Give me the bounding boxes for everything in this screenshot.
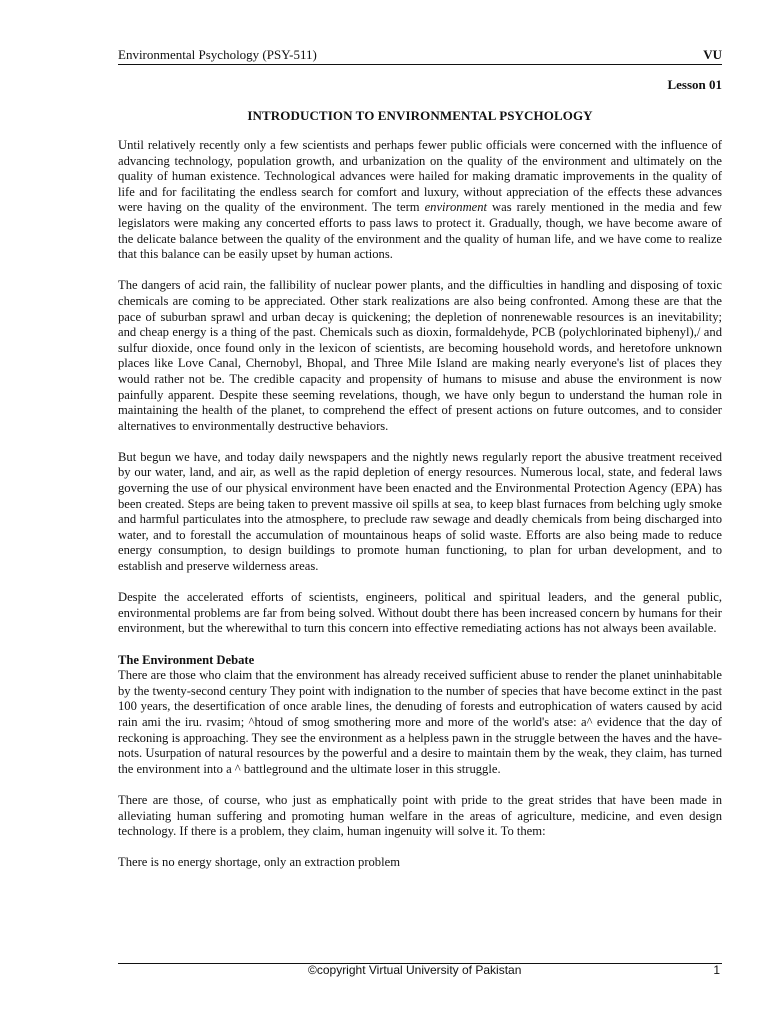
document-body	[118, 138, 722, 871]
paragraph-1-italic-term: environment	[424, 200, 488, 215]
course-title: Environmental Psychology (PSY-511)	[118, 47, 317, 62]
institution-label: VU	[703, 47, 722, 62]
copyright-notice: ©copyright Virtual University of Pakistan	[308, 963, 522, 977]
paragraph-5-text: There are those who claim that the environment has already received sufficient abuse to render the planet uninhabitable by the twenty-second century They point with indignation to the number of species that have become extinct in the past 100 years, the desertification of once arable lines, the denuding of forests and eutrophication of waters caused by acid rain ami the iru. rvasim; ^htoud of smog smothering more and more of the world's atse: a^ evidence that the day of reckoning is approaching. They see the environment as a helpless pawn in the struggle between the haves and the have-nots. Usurpation of natural resources by the powerful and a desire to maintain them by the weak, they claim, has turned the environment into a ^ battleground and the ultimate loser in this struggle.	[118, 668, 722, 776]
paragraph-1-text-b: was rarely mentioned in the media and few legislators were making any concerted efforts to pass laws to protect it. Gradually, though, we have become aware of the delicate balance between the quality of the environment and the quality of human life, and we have come to realize that this balance can be easily upset by human actions.	[118, 200, 722, 262]
paragraph-2: The dangers of acid rain, the fallibility of nuclear power plants, and the difficulties in handling and disposing of toxic chemicals are coming to be appreciated. Other stark realizations are also being confronted. Among these are that the pace of suburban sprawl and urban decay is quickening; the depletion of nonrenewable resources is an inevitability; and cheap energy is a thing of the past. Chemicals such as dioxin, formaldehyde, PCB (polychlorinated biphenyl),/ and sulfur dioxide, once found only in the lexicon of scientists, are becoming household words, and heretofore unknown places like Love Canal, Chernobyl, Bhopal, and Three Mile Island are making nearly everyone's list of places they would rather not be. The credible capacity and propensity of humans to misuse and abuse the environment is now painfully apparent. Despite these seeming revelations, though, we have only begun to understand the human role in maintaining the health of the planet, to comprehend the effect of present actions on future outcomes, and to consider alternatives to environmentally destructive behaviors.	[118, 278, 722, 433]
paragraph-4: Despite the accelerated efforts of scientists, engineers, political and spiritual leaders, and the general public, environmental problems are far from being solved. Without doubt there has been increased concern by humans for their environment, but the wherewithal to turn this concern into effective remediating actions has not always been available.	[118, 590, 722, 636]
paragraph-5	[118, 653, 722, 778]
page-title: INTRODUCTION TO ENVIRONMENTAL PSYCHOLOGY	[247, 108, 593, 123]
paragraph-6: There are those, of course, who just as emphatically point with pride to the great strides that have been made in alleviating human suffering and promoting human welfare in the areas of agriculture, medicine, and even design technology. If there is a problem, they claim, human ingenuity will solve it. To them:	[118, 792, 722, 839]
paragraph-3: But begun we have, and today daily newspapers and the nightly news regularly report the abusive treatment received by our water, land, and air, as well as the rapid depletion of energy resources. Numerous local, state, and federal laws governing the use of our physical environment have been enacted and the Environmental Protection Agency (EPA) has been created. Steps are being taken to prevent massive oil spills at sea, to keep blast furnaces from belching ugly smoke and harmful particulates into the atmosphere, to preclude raw sewage and deadly chemicals from being discharged into water, and to forestall the accumulation of mountainous heaps of solid waste. Efforts are also being made to reduce energy consumption, to design buildings to promote human functioning, to plan for urban development, and to establish and preserve wilderness areas.	[118, 449, 722, 574]
page-header	[118, 44, 722, 65]
lesson-label: Lesson 01	[667, 77, 722, 92]
page-number: 1	[713, 963, 720, 977]
paragraph-7: There is no energy shortage, only an extraction problem	[118, 855, 400, 870]
paragraph-1-text-a: Until relatively recently only a few scientists and perhaps fewer public officials were concerned with the influence of advancing technology, population growth, and urbanization on the quality of the environment and ultimately on the quality of human existence. Technological advances were hailed for making dramatic improvements in the quality of life and for facilitating the endless search for comfort and luxury, without appreciation of the effects these advances were having on the quality of the environment. The term	[118, 138, 722, 215]
paragraph-1	[118, 138, 722, 263]
section-heading: The Environment Debate	[118, 652, 255, 667]
